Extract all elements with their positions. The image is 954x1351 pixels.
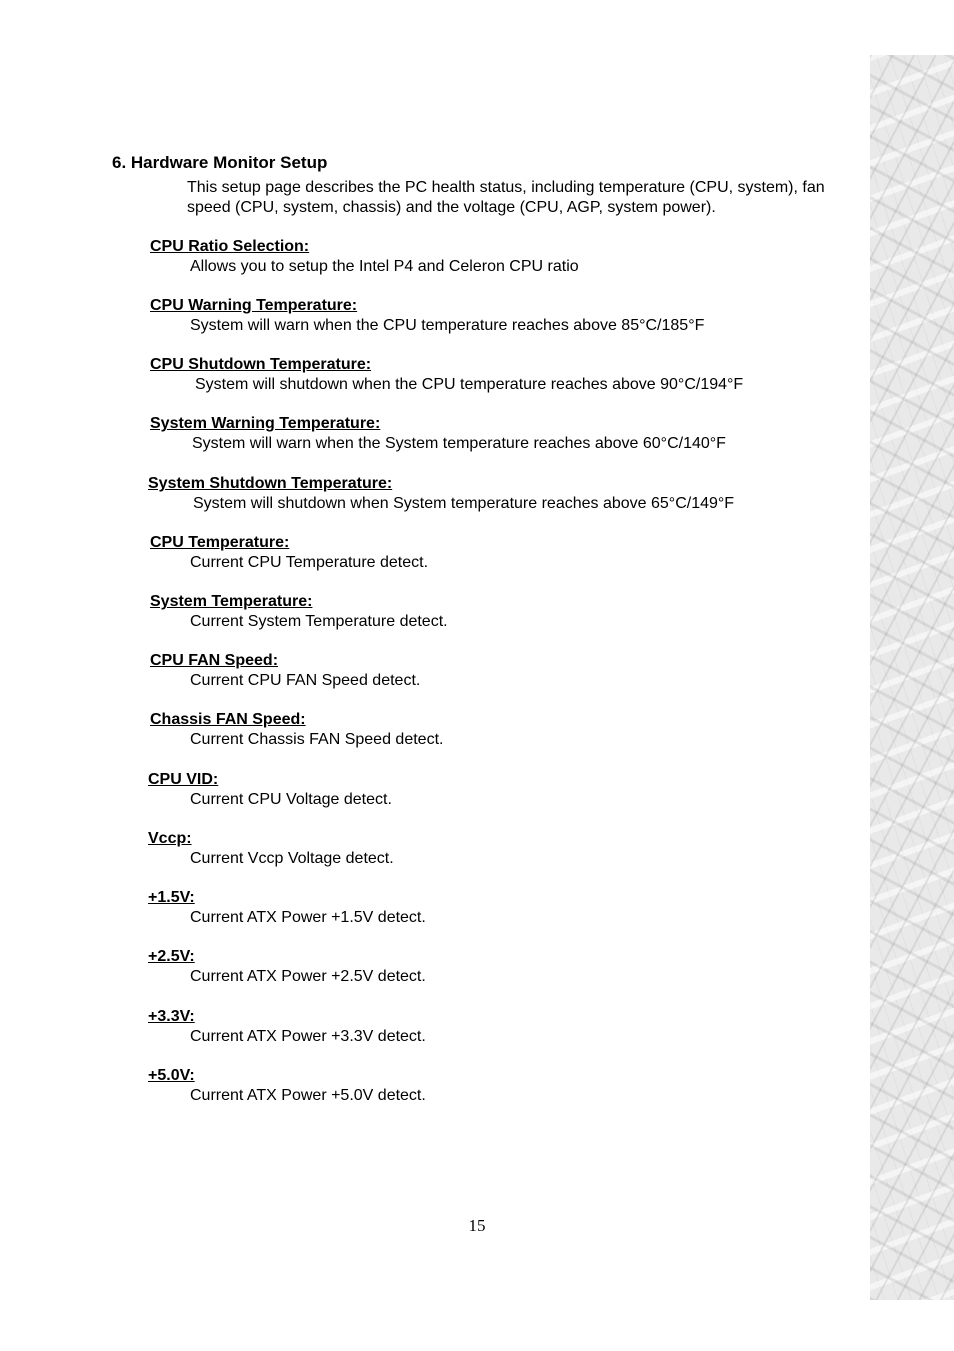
page-number: 15	[468, 1216, 486, 1235]
section-intro: This setup page describes the PC health status, including temperature (CPU, system), fan speed (CPU, system, chassis) and the voltage (CPU, AGP, system power).	[187, 179, 825, 216]
setting-label: CPU Shutdown Temperature:	[150, 356, 372, 373]
setting-label: CPU FAN Speed:	[150, 652, 279, 669]
setting-label: CPU Warning Temperature:	[150, 297, 358, 314]
setting-1-5v	[148, 888, 426, 928]
setting-description: System will warn when the System temperature reaches above 60°C/140°F	[192, 435, 726, 452]
setting-system-temperature	[150, 592, 448, 632]
setting-description: System will shutdown when the CPU temperature reaches above 90°C/194°F	[195, 376, 744, 393]
setting-chassis-fan-speed	[150, 710, 443, 750]
setting-5-0v	[148, 1066, 426, 1106]
setting-description: System will shutdown when System temperature reaches above 65°C/149°F	[193, 495, 735, 512]
setting-label: System Shutdown Temperature:	[148, 475, 393, 492]
setting-cpu-fan-speed	[150, 651, 420, 691]
setting-3-3v	[148, 1007, 426, 1047]
setting-label: +2.5V:	[148, 948, 195, 965]
marble-side-border	[870, 55, 954, 1300]
setting-description: Current ATX Power +3.3V detect.	[190, 1028, 426, 1045]
setting-description: Current CPU FAN Speed detect.	[190, 672, 421, 689]
setting-cpu-warning-temperature	[150, 296, 704, 336]
setting-description: Current ATX Power +1.5V detect.	[190, 909, 426, 926]
setting-label: CPU Temperature:	[150, 534, 290, 551]
section-heading: 6. Hardware Monitor Setup	[112, 153, 328, 172]
setting-description: Current Chassis FAN Speed detect.	[190, 731, 444, 748]
setting-label: CPU Ratio Selection:	[150, 238, 310, 255]
setting-description: Current ATX Power +5.0V detect.	[190, 1087, 426, 1104]
setting-label: +1.5V:	[148, 889, 195, 906]
setting-label: +5.0V:	[148, 1067, 195, 1084]
setting-vccp	[148, 829, 394, 869]
setting-system-shutdown-temperature	[148, 474, 734, 514]
setting-label: Chassis FAN Speed:	[150, 711, 306, 728]
setting-description: Allows you to setup the Intel P4 and Celeron CPU ratio	[190, 258, 579, 275]
setting-cpu-ratio-selection	[150, 237, 579, 277]
setting-label: System Warning Temperature:	[150, 415, 381, 432]
setting-description: Current CPU Voltage detect.	[190, 791, 392, 808]
setting-cpu-temperature	[150, 533, 428, 573]
setting-system-warning-temperature	[150, 414, 726, 454]
setting-2-5v	[148, 947, 426, 987]
setting-description: Current ATX Power +2.5V detect.	[190, 968, 426, 985]
setting-label: +3.3V:	[148, 1008, 195, 1025]
setting-description: System will warn when the CPU temperature reaches above 85°C/185°F	[190, 317, 705, 334]
setting-cpu-vid	[148, 770, 392, 810]
setting-description: Current CPU Temperature detect.	[190, 554, 429, 571]
setting-description: Current Vccp Voltage detect.	[190, 850, 394, 867]
setting-label: Vccp:	[148, 830, 192, 847]
setting-description: Current System Temperature detect.	[190, 613, 448, 630]
setting-label: CPU VID:	[148, 771, 219, 788]
setting-cpu-shutdown-temperature	[150, 355, 743, 395]
setting-label: System Temperature:	[150, 593, 313, 610]
